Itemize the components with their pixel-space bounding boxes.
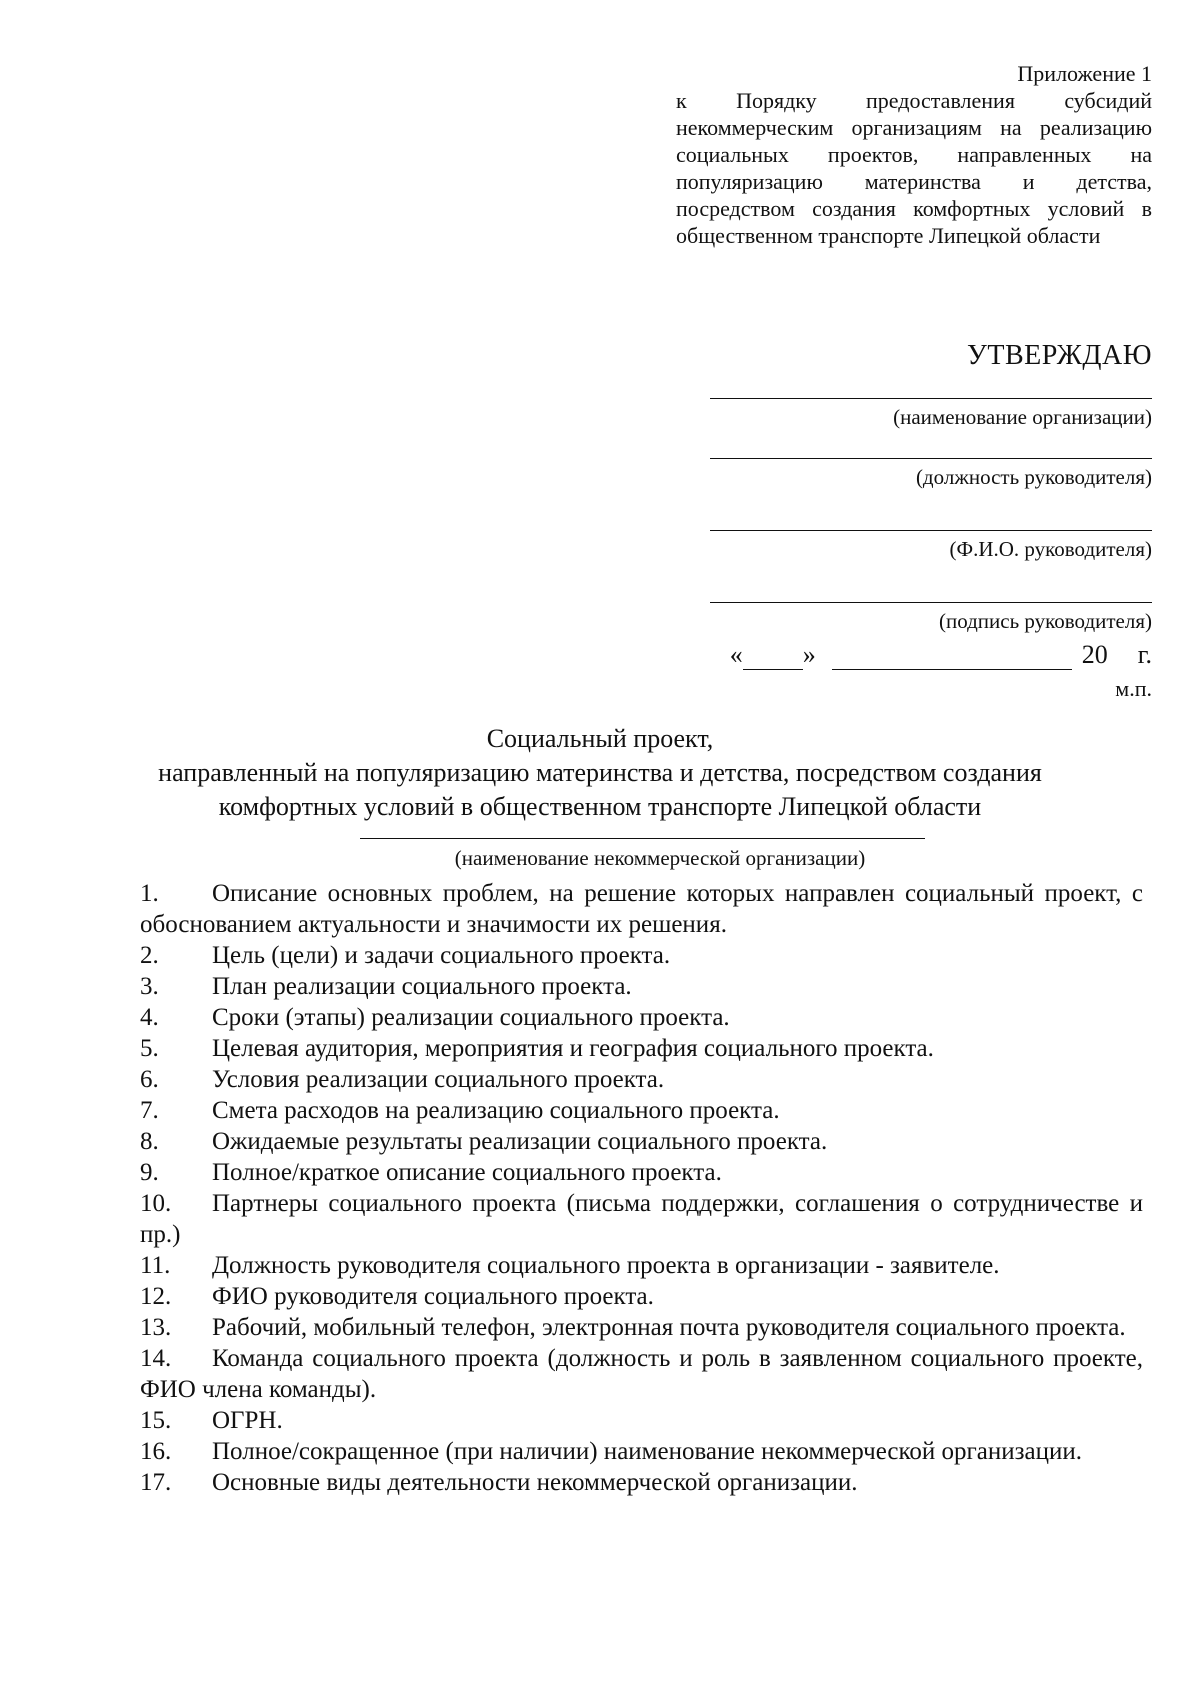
list-item [140, 1126, 1143, 1157]
list-item [140, 1436, 1143, 1467]
appendix-header [676, 60, 1152, 249]
item-text: Должность руководителя социального проекта в организации - заявителе. [212, 1252, 1000, 1279]
list-item [140, 1467, 1143, 1498]
item-text: Целевая аудитория, мероприятия и география социального проекта. [212, 1035, 934, 1062]
item-text: ФИО руководителя социального проекта. [212, 1283, 654, 1310]
item-number: 3. [140, 973, 159, 1000]
item-text: Команда социального проекта (должность и роль в заявленном социального проекте, ФИО члена команды). [140, 1345, 1143, 1403]
year-suffix: г. [1137, 640, 1152, 669]
day-blank [743, 645, 803, 670]
approval-title: УТВЕРЖДАЮ [967, 340, 1152, 371]
seal-mark: м.п. [1115, 676, 1152, 701]
nko-name-line [360, 838, 925, 839]
item-number: 8. [140, 1128, 159, 1155]
month-blank [832, 645, 1072, 670]
list-item [140, 1157, 1143, 1188]
item-text: Рабочий, мобильный телефон, электронная почта руководителя социального проекта. [212, 1314, 1126, 1341]
item-number: 7. [140, 1097, 159, 1124]
title-line-3: комфортных условий в общественном транспорте Липецкой области [218, 792, 982, 821]
item-text: ОГРН. [212, 1407, 283, 1434]
item-number: 13. [140, 1314, 172, 1341]
item-number: 6. [140, 1066, 159, 1093]
list-item [140, 1188, 1143, 1250]
item-number: 5. [140, 1035, 159, 1062]
item-number: 14. [140, 1345, 172, 1372]
approval-block [700, 340, 1152, 702]
list-item [140, 1064, 1143, 1095]
list-item [140, 1343, 1143, 1405]
item-text: Смета расходов на реализацию социального проекта. [212, 1097, 780, 1124]
item-number: 17. [140, 1469, 172, 1496]
head-name-caption: (Ф.И.О. руководителя) [949, 537, 1152, 561]
item-number: 10. [140, 1190, 172, 1217]
organization-name-line [710, 378, 1152, 399]
item-number: 16. [140, 1438, 172, 1465]
nko-name-caption: (наименование некоммерческой организации) [454, 846, 866, 870]
item-text: Описание основных проблем, на решение которых направлен социальный проект, с обоснованием актуальности и значимости их решения. [140, 880, 1143, 938]
item-text: Сроки (этапы) реализации социального проекта. [212, 1004, 730, 1031]
title-line-2: направленный на популяризацию материнства и детства, посредством создания [158, 758, 1042, 787]
item-text: Основные виды деятельности некоммерческой организации. [212, 1469, 858, 1496]
head-name-line [710, 510, 1152, 531]
list-item [140, 1095, 1143, 1126]
item-number: 9. [140, 1159, 159, 1186]
item-text: План реализации социального проекта. [212, 973, 632, 1000]
list-item [140, 878, 1143, 940]
date-close-quote: » [802, 640, 816, 669]
list-item [140, 1033, 1143, 1064]
list-item [140, 1281, 1143, 1312]
item-number: 4. [140, 1004, 159, 1031]
item-number: 2. [140, 942, 159, 969]
item-text: Партнеры социального проекта (письма поддержки, соглашения о сотрудничестве и пр.) [140, 1190, 1143, 1248]
list-item [140, 1312, 1143, 1343]
head-position-caption: (должность руководителя) [915, 465, 1152, 489]
item-text: Ожидаемые результаты реализации социального проекта. [212, 1128, 828, 1155]
list-item [140, 1250, 1143, 1281]
item-number: 1. [140, 880, 159, 907]
appendix-text: к Порядку предоставления субсидий некоммерческим организациям на реализацию социальных проектов, направленных на популяризацию материнства и детства, посредством создания комфортных условий в общественном транспорте Липецкой области [676, 88, 1152, 248]
item-number: 12. [140, 1283, 172, 1310]
item-number: 15. [140, 1407, 172, 1434]
organization-name-caption: (наименование организации) [893, 405, 1152, 429]
date-open-quote: « [729, 640, 743, 669]
list-item [140, 940, 1143, 971]
item-text: Условия реализации социального проекта. [212, 1066, 665, 1093]
list-item [140, 971, 1143, 1002]
requirements-list [140, 878, 1143, 1498]
head-signature-caption: (подпись руководителя) [938, 609, 1152, 633]
appendix-number: Приложение 1 [1017, 61, 1152, 86]
item-text: Полное/краткое описание социального проекта. [212, 1159, 722, 1186]
head-signature-line [710, 582, 1152, 603]
item-text: Цель (цели) и задачи социального проекта. [212, 942, 671, 969]
item-number: 11. [140, 1252, 171, 1279]
list-item [140, 1405, 1143, 1436]
list-item [140, 1002, 1143, 1033]
item-text: Полное/сокращенное (при наличии) наименование некоммерческой организации. [212, 1438, 1082, 1465]
title-line-1: Социальный проект, [486, 724, 714, 753]
head-position-line [710, 438, 1152, 459]
year-prefix: 20 [1081, 640, 1108, 669]
document-title [130, 722, 1070, 824]
approval-date [700, 640, 1152, 670]
